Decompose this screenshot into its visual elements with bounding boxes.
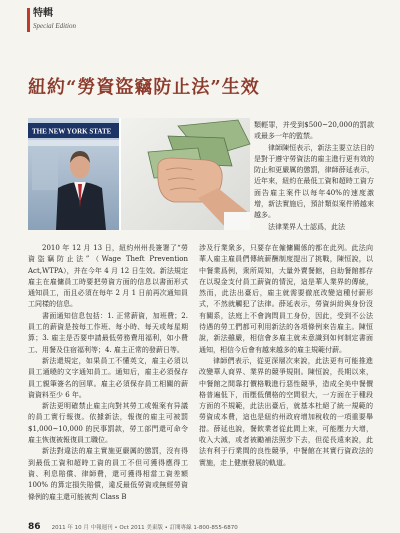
intro-column (254, 120, 374, 240)
right-column (199, 243, 373, 511)
paragraph: 書面通知信息包括：1. 正常薪資，加班費；2. 員工的薪資是按每工作班、每小時、每天或每星期算；3. 雇主是否要申請最低勞務費用福利，如小費工、用餐及住宿福利等；4. 雇主正常的發薪日等。 (28, 311, 188, 354)
paragraph: 2010 年 12 月 13 日，紐約州州長簽署了“勞資盜竊防止法”（Wage Theft Prevention Act,WTPA），并在今年 4 月 12 日生效。新法規定雇主在雇傭員工時要把勞資方面的信息以書面形式通知員工，而且必須在每年 2 月 1 日前再次通知員工同樣的信息。 (28, 244, 188, 309)
shirt-cuff (224, 212, 250, 230)
money-fist-panel (121, 118, 250, 230)
paragraph: 法律業界人士認爲，此法 (268, 222, 345, 231)
paragraph: 涉及行業衆多，只要存在僱傭關係的都在此列。此法向華人雇主雇員們傳統薪酬制度提出了挑戰，陳恒說，以中餐業爲例，衆所周知，大量外賣餐館，自助餐館都存在以現金支付員工薪資的情況，這是華人業界的傳統，然而，此法出臺后，雇主就需要徹底改變這種付薪形式，不然就觸犯了法律。薛延表示，勞資糾紛與身份沒有關系，法庭上不會詢問員工身份，因此，受到不公法待遇的勞工們都可利用新法的各項條例來告雇主。陳恒說，新法雖嚴，相信會多雇主就未意識到如何制定書面通知，相信今后會有越來越多的雇主規範付薪。 (199, 244, 373, 354)
state-banner-text: THE NEW YORK STATE (32, 127, 112, 136)
left-column (28, 243, 188, 511)
section-label-en: Special Edition (33, 22, 76, 30)
section-accent-bar (27, 8, 30, 32)
paragraph: 律師們表示，從更深層次來說，此法更有可能推進改變華人商界、業界的競爭規則。陳恒說，長期以來，中餐館之間靠打價格戰進行惡性競爭，造成全美中餐價格普遍低下，而壓低價格的空間很大，一方面在于種段方面的不規範，此法出臺后，就基本杜絕了統一規範的勞資成本費，這也是紐約州政府增加稅收的一項重要舉措。薛延也說，餐飲業者從此間上來，可能壓力大增，收入大減，或者被勵補法照步下去，但從長遠來說，此法有利于行業間的良性競爭，中餐館在其實行資政法的實施，走上健康發展的軌道。 (199, 356, 373, 467)
paragraph: 新法還規定，如果員工不懂英文，雇主必須以員工通曉的文字通知員工。通知后，雇主必須保存員工親筆簽名的回單。雇主必須保存員工相關的薪資資料至少 6 年。 (28, 356, 188, 399)
article-photo (28, 118, 250, 230)
banner-stripe (28, 140, 120, 146)
window-shape (32, 150, 58, 190)
portrait-panel (28, 118, 120, 230)
page-number: 86 (28, 522, 41, 532)
article-title: 紐約“勞資盜竊防止法”生效 (28, 77, 260, 98)
photo-graphic (28, 118, 250, 230)
section-label-cn: 特輯 (33, 8, 53, 19)
paragraph: 律師陳恒表示，新法主要立法目的是對于遵守勞資法的雇主進行更有效的防止和更嚴厲的懲罰，律師薛延表示，近年來，紐約在最低工資和超時工資方面告雇主案件以每年40%的速度激增，新法實施后，預計類似案件將越來越多。 (254, 143, 374, 220)
footer-info: 2011 年 10 月 中報週刊 • Oct 2011 美東版 • 訂閱專線 1-800-855-6870 (51, 525, 238, 531)
paragraph: 類輕罪，并受到$500~20,000的罰款或最多一年的監禁。 (254, 121, 374, 141)
photo-divider (119, 118, 121, 230)
page-footer (28, 514, 373, 532)
paragraph: 新法更明確禁止雇主向對其勞工或報案有异議的員工實行報復。依據新法，報復的雇主可被罰 $1,000~10,000 的民事罰款，勞工部門還可命令雇主恢復被報復員工職位。 (28, 402, 188, 445)
paragraph: 新法對違法的雇主實施更嚴厲的懲罰，沒有得到最低工資和超時工資的員工不但可獲得應得工資、利息賠償、律師費，還可獲得相當工資差額 100% 的算定損失賠償，違反最低勞資或無經勞資條例的雇主還可能被判 Class B (28, 447, 188, 501)
